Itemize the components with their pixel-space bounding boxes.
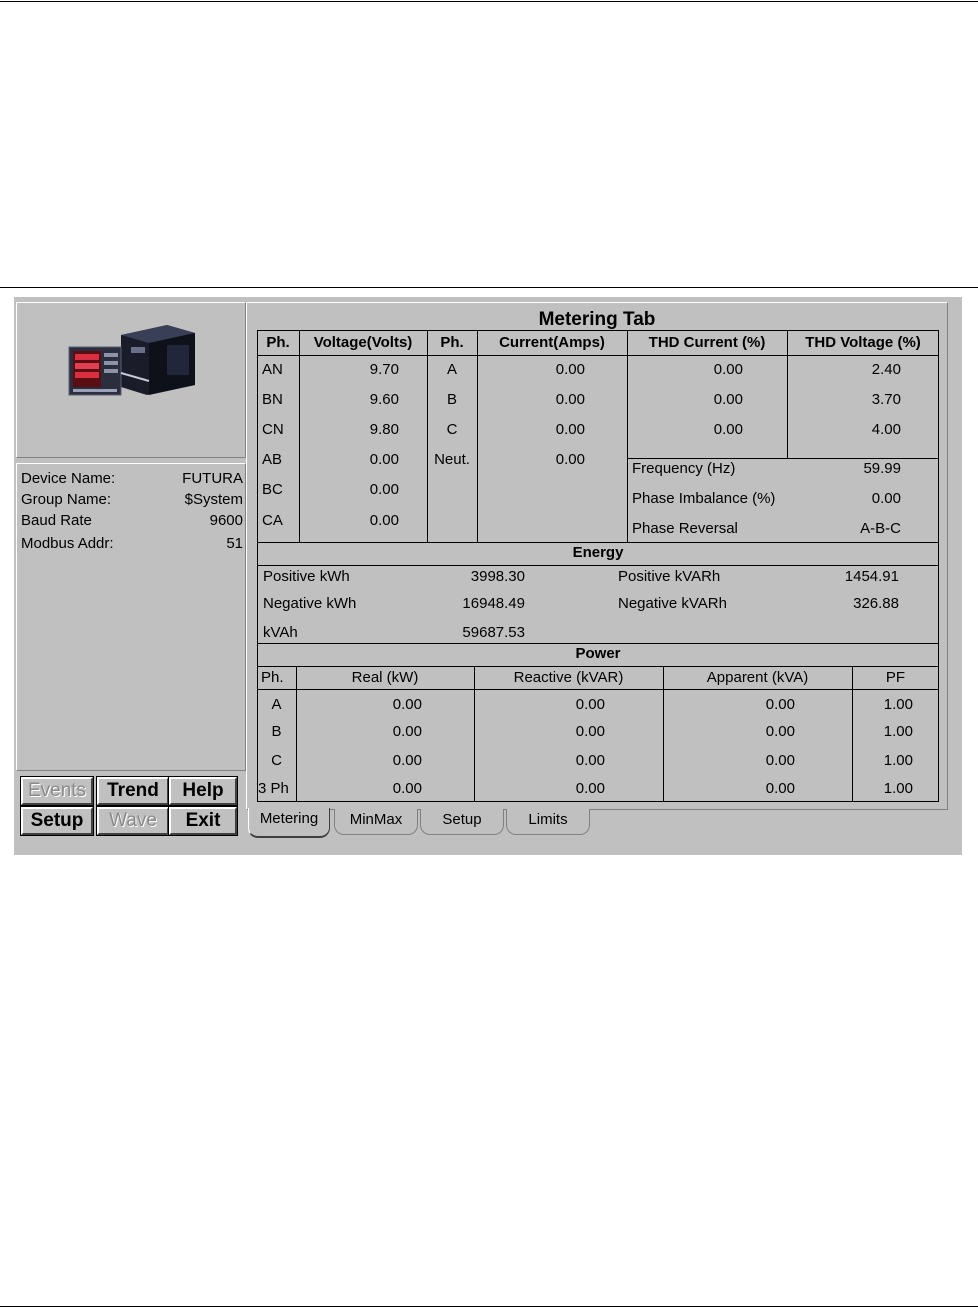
current-ph-c: C	[446, 421, 458, 438]
baud-rate-row	[21, 512, 243, 532]
phase-reversal-value: A-B-C	[860, 520, 901, 537]
power-reactive-c: 0.00	[575, 752, 605, 769]
phase-imbalance-value: 0.00	[871, 490, 901, 507]
device-image-panel	[16, 302, 246, 458]
col-divider	[299, 330, 300, 543]
kvah-label: kVAh	[263, 624, 298, 641]
power-reactive-3ph: 0.00	[575, 780, 605, 797]
voltage-ph-ca: CA	[262, 512, 283, 529]
positive-kvarh-label: Positive kVARh	[618, 568, 721, 585]
col-divider	[474, 666, 475, 802]
voltage-cn-value: 9.80	[369, 421, 399, 438]
thd-voltage-a: 2.40	[871, 361, 901, 378]
header-ph-voltage: Ph.	[266, 334, 290, 351]
help-button[interactable]: Help	[169, 777, 237, 805]
page-top-rule	[0, 1, 978, 2]
thd-bottom-divider	[627, 458, 939, 459]
modbus-addr-value: 51	[226, 535, 243, 552]
current-ph-neut: Neut.	[434, 451, 470, 468]
device-info-panel	[16, 463, 246, 771]
power-real-b: 0.00	[392, 723, 422, 740]
power-apparent-a: 0.00	[765, 696, 795, 713]
col-divider	[627, 330, 628, 543]
baud-rate-value: 9600	[209, 512, 243, 529]
current-c-value: 0.00	[555, 421, 585, 438]
power-header-ph: Ph.	[261, 669, 284, 686]
modbus-addr-row	[21, 535, 243, 555]
power-pf-a: 1.00	[883, 696, 913, 713]
tab-minmax[interactable]: MinMax	[334, 809, 418, 835]
application-window	[14, 297, 962, 855]
power-header-reactive: Reactive (kVAR)	[513, 669, 624, 686]
phase-reversal-label: Phase Reversal	[632, 520, 738, 537]
exit-button[interactable]: Exit	[169, 807, 237, 835]
baud-rate-label: Baud Rate	[21, 512, 92, 529]
modbus-addr-label: Modbus Addr:	[21, 535, 114, 552]
voltage-ca-value: 0.00	[369, 512, 399, 529]
phase-imbalance-label: Phase Imbalance (%)	[632, 490, 776, 507]
voltage-ph-bc: BC	[262, 481, 283, 498]
setup-button[interactable]: Setup	[21, 807, 93, 835]
positive-kvarh-value: 1454.91	[844, 568, 899, 585]
voltage-an-value: 9.70	[369, 361, 399, 378]
thd-voltage-c: 4.00	[871, 421, 901, 438]
thd-current-b: 0.00	[713, 391, 743, 408]
kvah-value: 59687.53	[462, 624, 525, 641]
readings-header-divider	[257, 355, 939, 356]
header-current: Current(Amps)	[499, 334, 605, 351]
frequency-value: 59.99	[863, 460, 901, 477]
group-name-label: Group Name:	[21, 491, 112, 508]
trend-button[interactable]: Trend	[97, 777, 169, 805]
negative-kvarh-label: Negative kVARh	[618, 595, 727, 612]
events-button[interactable]: Events	[21, 777, 93, 805]
voltage-ph-bn: BN	[262, 391, 283, 408]
metering-panel	[246, 302, 948, 810]
positive-kwh-value: 3998.30	[470, 568, 525, 585]
power-reactive-a: 0.00	[575, 696, 605, 713]
energy-title: Energy	[572, 544, 624, 561]
header-ph-current: Ph.	[440, 334, 464, 351]
negative-kwh-label: Negative kWh	[263, 595, 357, 612]
power-real-a: 0.00	[392, 696, 422, 713]
voltage-ph-ab: AB	[262, 451, 283, 468]
meter-device-image	[17, 303, 245, 457]
current-neut-value: 0.00	[555, 451, 585, 468]
group-name-row	[21, 491, 243, 511]
power-apparent-c: 0.00	[765, 752, 795, 769]
header-thd-voltage: THD Voltage (%)	[805, 334, 921, 351]
negative-kwh-value: 16948.49	[462, 595, 525, 612]
current-b-value: 0.00	[555, 391, 585, 408]
power-ph-b: B	[271, 723, 282, 740]
power-pf-3ph: 1.00	[883, 780, 913, 797]
col-divider	[296, 666, 297, 802]
thd-voltage-b: 3.70	[871, 391, 901, 408]
power-header-apparent: Apparent (kVA)	[706, 669, 809, 686]
device-name-label: Device Name:	[21, 470, 116, 487]
wave-button[interactable]: Wave	[97, 807, 169, 835]
tab-setup[interactable]: Setup	[420, 809, 504, 835]
power-real-3ph: 0.00	[392, 780, 422, 797]
power-header-pf: PF	[885, 669, 906, 686]
negative-kvarh-value: 326.88	[853, 595, 899, 612]
tab-limits[interactable]: Limits	[506, 809, 590, 835]
voltage-bn-value: 9.60	[369, 391, 399, 408]
header-thd-current: THD Current (%)	[648, 334, 766, 351]
voltage-ph-cn: CN	[262, 421, 284, 438]
group-name-value: $System	[184, 491, 243, 508]
tab-metering[interactable]: Metering	[248, 808, 330, 838]
header-voltage: Voltage(Volts)	[313, 334, 413, 351]
power-header-real: Real (kW)	[351, 669, 419, 686]
page-rule-above-figure	[0, 287, 978, 288]
power-apparent-3ph: 0.00	[765, 780, 795, 797]
positive-kwh-label: Positive kWh	[263, 568, 350, 585]
voltage-ph-an: AN	[262, 361, 283, 378]
current-a-value: 0.00	[555, 361, 585, 378]
voltage-bc-value: 0.00	[369, 481, 399, 498]
power-pf-b: 1.00	[883, 723, 913, 740]
power-ph-a: A	[271, 696, 282, 713]
col-divider	[477, 330, 478, 543]
power-reactive-b: 0.00	[575, 723, 605, 740]
power-pf-c: 1.00	[883, 752, 913, 769]
power-real-c: 0.00	[392, 752, 422, 769]
frequency-label: Frequency (Hz)	[632, 460, 736, 477]
col-divider	[663, 666, 664, 802]
page-bottom-rule	[0, 1306, 978, 1307]
current-ph-a: A	[446, 361, 457, 378]
device-name-row	[21, 470, 243, 490]
power-title: Power	[575, 645, 621, 662]
current-ph-b: B	[446, 391, 457, 408]
col-divider	[852, 666, 853, 802]
page-title: Metering Tab	[538, 309, 656, 330]
power-header-divider	[257, 689, 939, 690]
thd-current-a: 0.00	[713, 361, 743, 378]
power-apparent-b: 0.00	[765, 723, 795, 740]
thd-current-c: 0.00	[713, 421, 743, 438]
power-ph-c: C	[271, 752, 282, 769]
power-ph-3ph: 3 Ph	[258, 780, 289, 797]
device-name-value: FUTURA	[182, 470, 243, 487]
voltage-ab-value: 0.00	[369, 451, 399, 468]
